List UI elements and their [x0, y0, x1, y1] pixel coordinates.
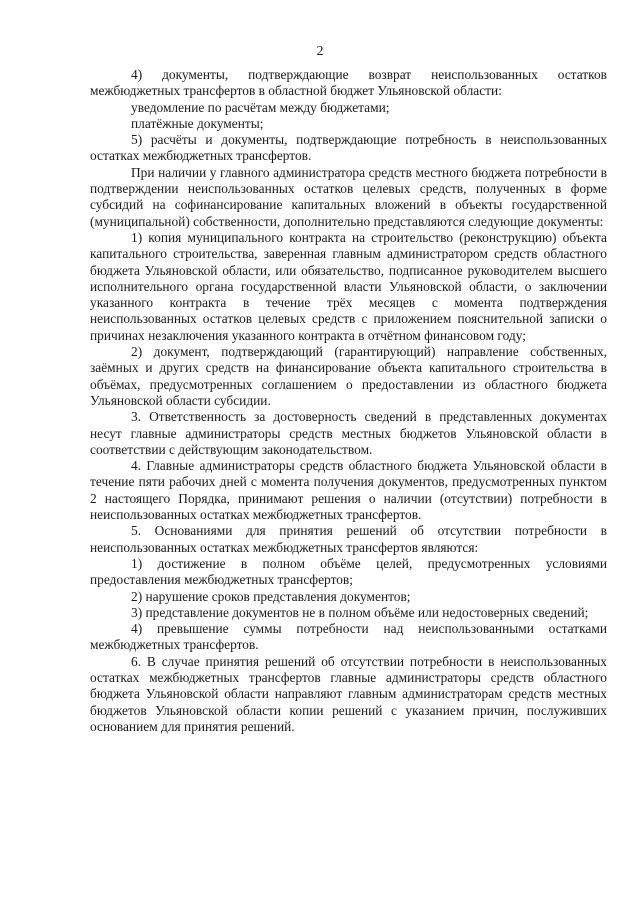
paragraph-settlement-notice: уведомление по расчётам между бюджетами;	[131, 99, 390, 115]
paragraph-payment-documents: платёжные документы;	[131, 115, 264, 131]
document-body	[90, 67, 607, 735]
paragraph-ground-deadline-violation: 2) нарушение сроков представления документов;	[131, 588, 411, 604]
paragraph-ground-goals-achieved: 1) достижение в полном объёме целей, предусмотренных условиями предоставления межбюджетных трансфертов;	[90, 555, 607, 588]
paragraph-ground-incomplete-documents: 3) представление документов не в полном объёме или недостоверных сведений;	[131, 604, 589, 620]
paragraph-contract-copy: 1) копия муниципального контракта на строительство (реконструкцию) объекта капитального строительства, заверенная главным администратором средств областного бюджета Ульяновской области, или обязательство, подписанное руководителем высшего исполнительного органа государственной власти Ульяновской области, о заключении указанного контракта в течение трёх месяцев с момента подтверждения неиспользованных остатков целевых средств с приложением пояснительной записки о причинах незаключения указанного контракта в отчётном финансовом году;	[90, 229, 607, 343]
paragraph-additional-documents: При наличии у главного администратора средств местного бюджета потребности в подтверждении неиспользованных остатков целевых средств, полученных в форме субсидий на софинансирование капитальных вложений в объекты государственной (муниципальной) собственности, дополнительно представляются следующие документы:	[90, 164, 607, 229]
paragraph-section-3-responsibility: 3. Ответственность за достоверность сведений в представленных документах несут главные администраторы средств местных бюджетов Ульяновской области в соответствии с действующим законодательством.	[90, 409, 607, 457]
paragraph-section-4-decision-term: 4. Главные администраторы средств областного бюджета Ульяновской области в течение пяти рабочих дней с момента получения документов, предусмотренных пунктом 2 настоящего Порядка, принимают решения о наличии (отсутствии) потребности в неиспользованных остатках межбюджетных трансфертов.	[90, 458, 607, 523]
paragraph-item-4-refund-documents: 4) документы, подтверждающие возврат неиспользованных остатков межбюджетных трансфертов в областной бюджет Ульяновской области:	[90, 67, 607, 99]
paragraph-section-6-notification: 6. В случае принятия решений об отсутствии потребности в неиспользованных остатках межбюджетных трансфертов главные администраторы средств областного бюджета Ульяновской области направляют главным администраторам средств местных бюджетов Ульяновской области копии решений с указанием причин, послуживших основанием для принятия решений.	[90, 653, 607, 734]
paragraph-section-5-grounds: 5. Основаниями для принятия решений об отсутствии потребности в неиспользованных остатках межбюджетных трансфертов являются:	[90, 523, 607, 555]
paragraph-item-5-need-calculations: 5) расчёты и документы, подтверждающие потребность в неиспользованных остатках межбюджетных трансфертов.	[90, 132, 607, 164]
paragraph-ground-excess-amount: 4) превышение суммы потребности над неиспользованными остатками межбюджетных трансфертов.	[90, 621, 607, 653]
page-number: 2	[316, 44, 324, 59]
paragraph-funding-guarantee: 2) документ, подтверждающий (гарантирующий) направление собственных, заёмных и других средств на финансирование объекта капитального строительства в объёмах, предусмотренных соглашением о предоставлении из областного бюджета Ульяновской области субсидии.	[90, 344, 607, 408]
